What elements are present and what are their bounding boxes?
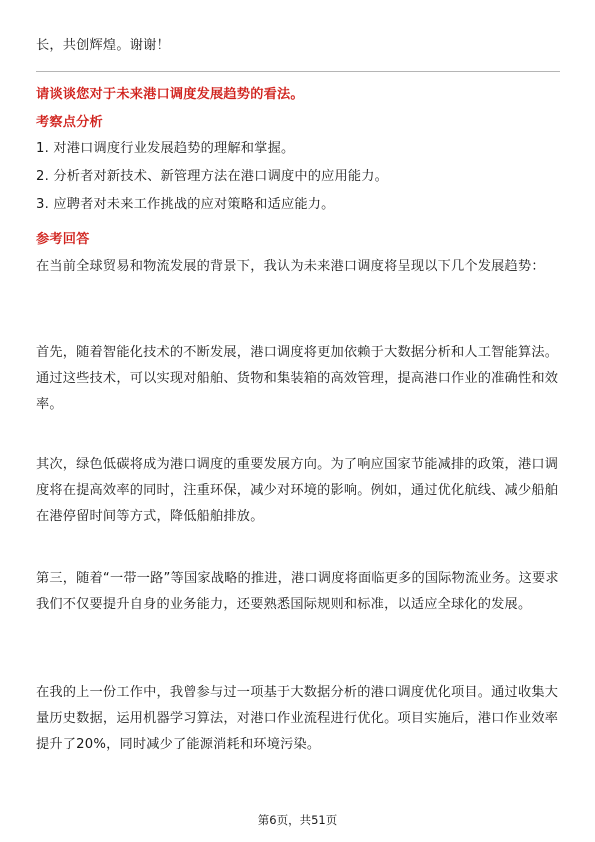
divider	[36, 71, 560, 72]
answer-paragraph: 在我的上一份工作中，我曾参与过一项基于大数据分析的港口调度优化项目。通过收集大量历史数据，运用机器学习算法，对港口作业流程进行优化。项目实施后，港口作业效率提升了20%，同时减少了能源消耗和环境污染。	[36, 685, 559, 752]
answer-heading: 参考回答	[36, 232, 90, 247]
answer-paragraph: 首先，随着智能化技术的不断发展，港口调度将更加依赖于大数据分析和人工智能算法。通过这些技术，可以实现对船舶、货物和集装箱的高效管理，提高港口作业的准确性和效率。	[36, 345, 559, 412]
analysis-point: 3. 应聘者对未来工作挑战的应对策略和适应能力。	[36, 197, 335, 212]
analysis-heading: 考察点分析	[36, 115, 103, 130]
answer-paragraph: 第三，随着“一带一路”等国家战略的推进，港口调度将面临更多的国际物流业务。这要求我们不仅要提升自身的业务能力，还要熟悉国际规则和标准，以适应全球化的发展。	[36, 571, 559, 612]
closing-line: 长，共创辉煌。谢谢！	[36, 38, 170, 53]
answer-paragraph: 其次，绿色低碳将成为港口调度的重要发展方向。为了响应国家节能减排的政策，港口调度将在提高效率的同时，注重环保，减少对环境的影响。例如，通过优化航线、减少船舶在港停留时间等方式，降低船舶排放。	[36, 457, 559, 524]
analysis-point: 1. 对港口调度行业发展趋势的理解和掌握。	[36, 141, 295, 156]
analysis-point: 2. 分析者对新技术、新管理方法在港口调度中的应用能力。	[36, 169, 389, 184]
answer-paragraph: 在当前全球贸易和物流发展的背景下，我认为未来港口调度将呈现以下几个发展趋势：	[36, 259, 545, 274]
page-number: 第6页，共51页	[257, 813, 338, 827]
question-title: 请谈谈您对于未来港口调度发展趋势的看法。	[36, 87, 304, 102]
